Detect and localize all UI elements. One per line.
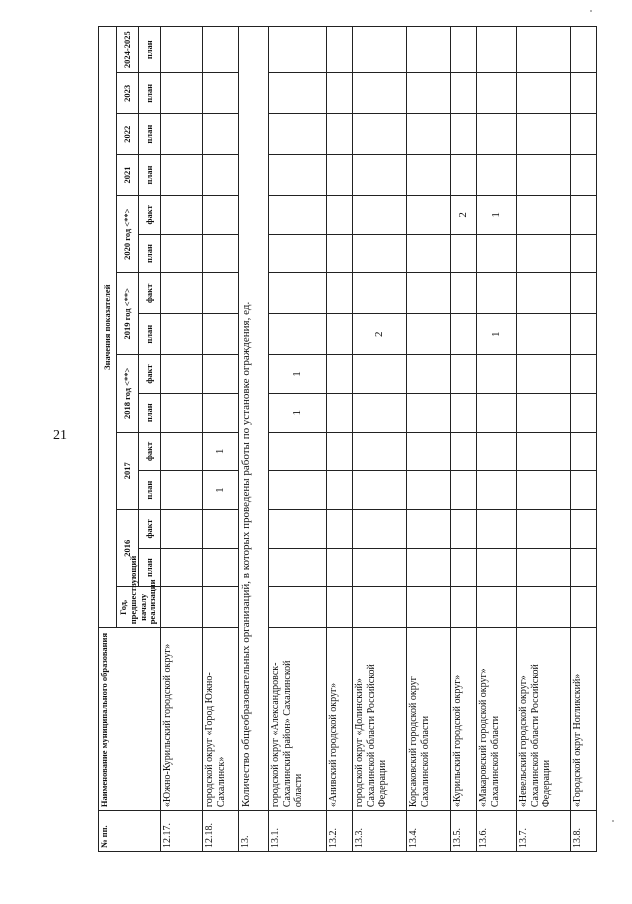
row-number: 12.18.	[203, 811, 239, 852]
value-cell	[407, 27, 451, 73]
value-cell	[571, 314, 597, 355]
row-number: 13.6.	[477, 811, 517, 852]
value-cell	[517, 510, 571, 549]
value-cell	[327, 355, 353, 394]
value-cell: 1	[203, 471, 239, 510]
value-cell	[517, 195, 571, 234]
value-cell	[477, 114, 517, 155]
value-cell	[327, 587, 353, 628]
value-cell	[353, 155, 407, 196]
value-cell	[203, 234, 239, 273]
header-2019: 2019 год <**>	[117, 273, 139, 355]
value-cell	[571, 471, 597, 510]
header-2022: 2022	[117, 114, 139, 155]
value-cell	[269, 510, 327, 549]
value-cell	[477, 234, 517, 273]
header-num: № пп.	[99, 811, 161, 852]
value-cell	[477, 548, 517, 587]
value-cell	[353, 273, 407, 314]
value-cell	[407, 393, 451, 432]
value-cell	[407, 195, 451, 234]
value-cell	[353, 510, 407, 549]
value-cell	[161, 471, 203, 510]
municipality-name: городской округ «Долинский» Сахалинской области Российской Федерации	[353, 628, 407, 811]
value-cell	[477, 355, 517, 394]
value-cell	[161, 73, 203, 114]
header-fact: факт	[139, 432, 161, 471]
table-row	[203, 27, 239, 852]
row-number: 13.5.	[451, 811, 477, 852]
value-cell	[327, 393, 353, 432]
header-plan: план	[139, 548, 161, 587]
municipality-name: «Невельский городской округ» Сахалинской области Российской Федерации	[517, 628, 571, 811]
value-cell	[517, 548, 571, 587]
value-cell	[517, 273, 571, 314]
table-row	[517, 27, 571, 852]
value-cell	[353, 27, 407, 73]
value-cell	[477, 273, 517, 314]
value-cell	[353, 548, 407, 587]
row-number: 13.	[239, 811, 269, 852]
value-cell	[451, 587, 477, 628]
value-cell	[269, 73, 327, 114]
value-cell	[571, 73, 597, 114]
value-cell	[161, 587, 203, 628]
value-cell	[203, 587, 239, 628]
value-cell	[407, 355, 451, 394]
value-cell	[517, 114, 571, 155]
value-cell	[327, 548, 353, 587]
header-year-before: Год, предшествующий началу реализации	[117, 587, 161, 628]
value-cell	[517, 587, 571, 628]
value-cell	[203, 195, 239, 234]
value-cell	[203, 73, 239, 114]
header-2021: 2021	[117, 155, 139, 196]
header-2024: 2024-2025	[117, 27, 139, 73]
value-cell	[477, 27, 517, 73]
table-row	[161, 27, 203, 852]
value-cell	[451, 393, 477, 432]
header-values: Значения показателей	[99, 27, 117, 628]
value-cell	[571, 393, 597, 432]
value-cell	[203, 273, 239, 314]
value-cell	[203, 355, 239, 394]
value-cell: 1	[269, 355, 327, 394]
value-cell	[203, 393, 239, 432]
value-cell	[353, 195, 407, 234]
value-cell	[451, 471, 477, 510]
value-cell	[407, 432, 451, 471]
municipality-name: «Анивский городской округ»	[327, 628, 353, 811]
value-cell	[161, 314, 203, 355]
value-cell	[269, 432, 327, 471]
value-cell	[571, 195, 597, 234]
value-cell	[161, 355, 203, 394]
value-cell	[477, 432, 517, 471]
value-cell	[571, 548, 597, 587]
value-cell	[269, 273, 327, 314]
value-cell	[353, 587, 407, 628]
value-cell	[451, 155, 477, 196]
row-number: 13.1.	[269, 811, 327, 852]
value-cell	[571, 355, 597, 394]
value-cell	[571, 155, 597, 196]
value-cell	[327, 73, 353, 114]
row-number: 13.2.	[327, 811, 353, 852]
table-row	[451, 27, 477, 852]
value-cell	[571, 234, 597, 273]
section-title: Количество общеобразовательных организаций, в которых проведены работы по установке ограждения, ед.	[239, 27, 269, 811]
value-cell	[269, 471, 327, 510]
row-number: 13.8.	[571, 811, 597, 852]
value-cell	[517, 27, 571, 73]
value-cell	[161, 393, 203, 432]
value-cell	[203, 155, 239, 196]
table-row	[407, 27, 451, 852]
value-cell	[269, 195, 327, 234]
value-cell	[327, 114, 353, 155]
value-cell	[517, 155, 571, 196]
header-name: Наименование муниципального образования	[99, 628, 161, 811]
value-cell	[269, 587, 327, 628]
header-fact: факт	[139, 195, 161, 234]
value-cell	[327, 471, 353, 510]
value-cell	[161, 27, 203, 73]
value-cell	[269, 548, 327, 587]
value-cell: 1	[269, 393, 327, 432]
header-2018: 2018 год <**>	[117, 355, 139, 432]
value-cell	[161, 195, 203, 234]
row-number: 13.3.	[353, 811, 407, 852]
value-cell	[451, 510, 477, 549]
value-cell	[269, 155, 327, 196]
table-wrapper	[98, 26, 583, 852]
value-cell	[477, 510, 517, 549]
value-cell	[353, 114, 407, 155]
indicators-table	[98, 26, 597, 852]
header-2020: 2020 год <**>	[117, 195, 139, 272]
header-fact: факт	[139, 355, 161, 394]
municipality-name: «Южно-Курильский городской округ»	[161, 628, 203, 811]
value-cell	[571, 510, 597, 549]
value-cell	[451, 355, 477, 394]
header-plan: план	[139, 471, 161, 510]
value-cell	[407, 510, 451, 549]
value-cell	[203, 510, 239, 549]
value-cell	[327, 234, 353, 273]
header-plan: план	[139, 114, 161, 155]
value-cell	[327, 27, 353, 73]
value-cell	[327, 432, 353, 471]
value-cell	[517, 314, 571, 355]
value-cell	[161, 155, 203, 196]
value-cell	[407, 314, 451, 355]
value-cell	[407, 548, 451, 587]
value-cell	[451, 314, 477, 355]
header-fact: факт	[139, 273, 161, 314]
value-cell	[407, 273, 451, 314]
table-row	[239, 27, 269, 852]
municipality-name: «Курильский городской округ»	[451, 628, 477, 811]
value-cell	[353, 355, 407, 394]
header-plan: план	[139, 393, 161, 432]
table-row	[477, 27, 517, 852]
page-number: 21	[53, 428, 67, 443]
value-cell	[353, 471, 407, 510]
value-cell	[407, 73, 451, 114]
value-cell	[353, 234, 407, 273]
value-cell	[451, 432, 477, 471]
value-cell	[451, 273, 477, 314]
value-cell	[517, 355, 571, 394]
value-cell: 1	[477, 195, 517, 234]
value-cell	[477, 471, 517, 510]
table-row	[571, 27, 597, 852]
value-cell	[407, 471, 451, 510]
value-cell	[477, 587, 517, 628]
municipality-name: городской округ «Александровск-Сахалинский район» Сахалинской области	[269, 628, 327, 811]
value-cell	[327, 510, 353, 549]
scan-speck	[590, 10, 592, 12]
value-cell	[451, 73, 477, 114]
row-number: 13.4.	[407, 811, 451, 852]
header-plan: план	[139, 155, 161, 196]
value-cell	[353, 432, 407, 471]
value-cell	[407, 114, 451, 155]
value-cell: 2	[353, 314, 407, 355]
rotated-table-container	[98, 26, 583, 852]
value-cell	[161, 234, 203, 273]
value-cell	[327, 155, 353, 196]
value-cell	[161, 114, 203, 155]
value-cell	[407, 234, 451, 273]
header-plan: план	[139, 234, 161, 273]
header-2016: 2016	[117, 510, 139, 587]
value-cell	[477, 393, 517, 432]
table-row	[353, 27, 407, 852]
header-plan: план	[139, 73, 161, 114]
value-cell	[353, 73, 407, 114]
value-cell	[517, 234, 571, 273]
value-cell	[327, 195, 353, 234]
header-2017: 2017	[117, 432, 139, 509]
value-cell	[161, 548, 203, 587]
header-plan: план	[139, 27, 161, 73]
value-cell	[451, 548, 477, 587]
municipality-name: «Макаровский городской округ» Сахалинской области	[477, 628, 517, 811]
value-cell	[161, 510, 203, 549]
value-cell	[203, 114, 239, 155]
value-cell	[451, 27, 477, 73]
value-cell	[203, 27, 239, 73]
value-cell	[327, 273, 353, 314]
value-cell	[269, 314, 327, 355]
value-cell	[517, 73, 571, 114]
value-cell	[571, 432, 597, 471]
scan-speck	[612, 820, 614, 822]
value-cell	[269, 234, 327, 273]
value-cell	[451, 114, 477, 155]
value-cell	[353, 393, 407, 432]
municipality-name: Корсаковский городской округ Сахалинской области	[407, 628, 451, 811]
value-cell	[269, 114, 327, 155]
value-cell	[477, 73, 517, 114]
value-cell: 2	[451, 195, 477, 234]
value-cell	[571, 114, 597, 155]
value-cell	[517, 432, 571, 471]
value-cell	[451, 234, 477, 273]
header-fact: факт	[139, 510, 161, 549]
value-cell	[269, 27, 327, 73]
row-number: 12.17.	[161, 811, 203, 852]
value-cell	[571, 587, 597, 628]
table-row	[269, 27, 327, 852]
value-cell	[327, 314, 353, 355]
row-number: 13.7.	[517, 811, 571, 852]
municipality-name: «Городской округ Ногликский»	[571, 628, 597, 811]
value-cell	[517, 471, 571, 510]
value-cell	[571, 27, 597, 73]
table-row	[327, 27, 353, 852]
value-cell	[407, 587, 451, 628]
value-cell: 1	[477, 314, 517, 355]
value-cell: 1	[203, 432, 239, 471]
value-cell	[571, 273, 597, 314]
municipality-name: городской округ «Город Южно-Сахалинск»	[203, 628, 239, 811]
value-cell	[477, 155, 517, 196]
header-2023: 2023	[117, 73, 139, 114]
value-cell	[517, 393, 571, 432]
value-cell	[203, 314, 239, 355]
header-plan: план	[139, 314, 161, 355]
value-cell	[161, 273, 203, 314]
value-cell	[203, 548, 239, 587]
table-body	[161, 27, 597, 852]
value-cell	[161, 432, 203, 471]
value-cell	[407, 155, 451, 196]
